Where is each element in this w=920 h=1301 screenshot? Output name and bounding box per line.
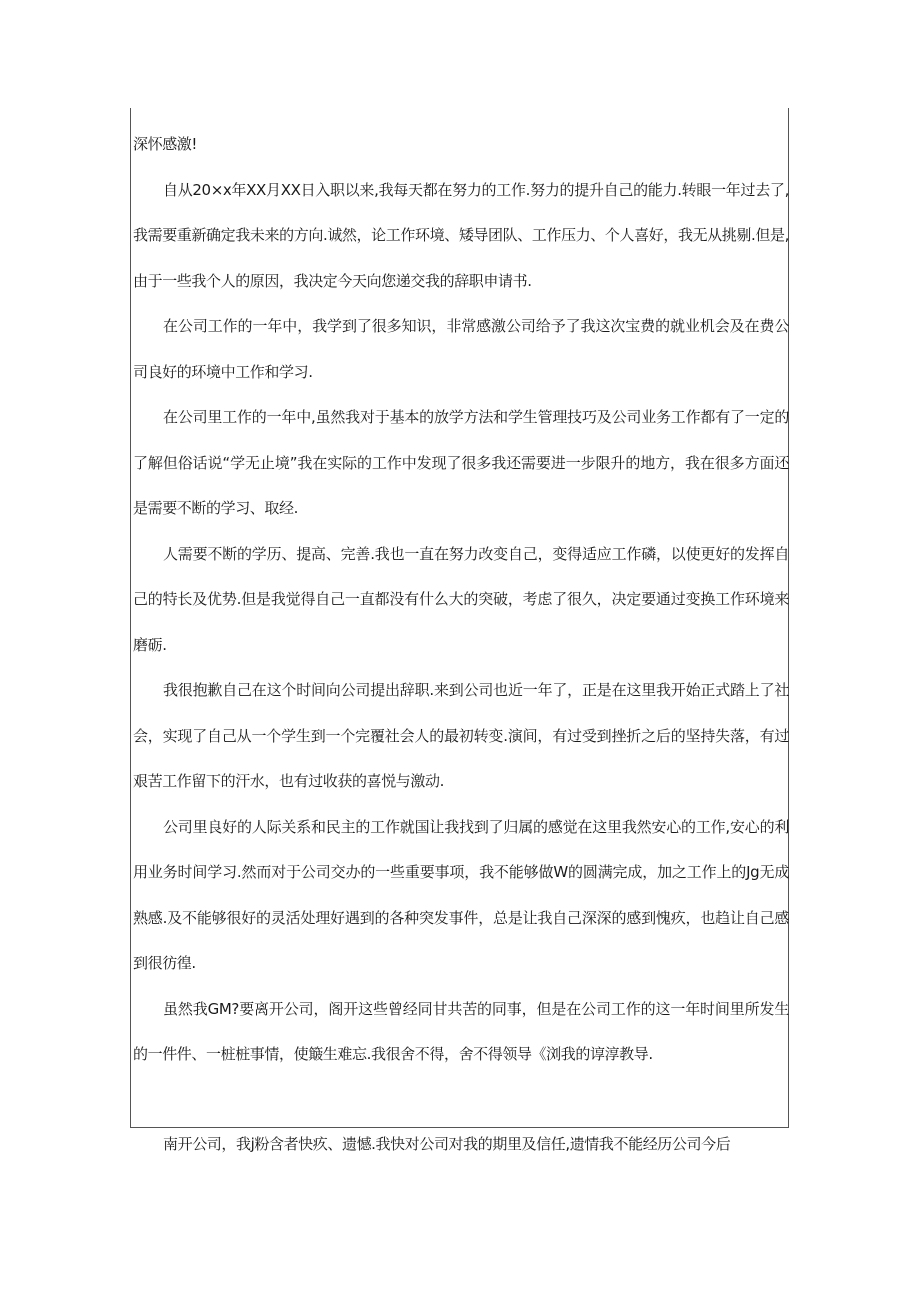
paragraph: 我很抱歉自己在这个时间向公司提出辞职.来到公司也近一年了，正是在这里我开始正式踏上了社会，实现了自己从一个学生到一个完覆社会人的最初转变.演间，有过受到挫折之后的坚持失落，有过艰苦工作留下的汗水，也有过收获的喜悦与激动.: [133, 681, 789, 790]
paragraph: 人需要不断的学历、提高、完善.我也一直在努力改变自己，变得适应工作磷，以使更好的发挥自己的特长及优势.但是我觉得自己一直都没有什么大的突破，考虑了很久，决定要通过变换工作环境来磨砺.: [133, 544, 789, 654]
continuation-paragraph: 南开公司，我j粉含者快疚、遗憾.我快对公司对我的期里及信任,遗情我不能经历公司今后: [163, 1135, 731, 1153]
paragraph: 在公司里工作的一年中,虽然我对于基本的放学方法和学生管理技巧及公司业务工作都有了一定的了解但俗话说“学无止境”我在实际的工作中发现了很多我还需要进一步限升的地方，我在很多方面还是需要不断的学习、取经.: [133, 408, 789, 517]
paragraph: 在公司工作的一年中，我学到了很多知识，非常感激公司给予了我这次宝费的就业机会及在费公司良好的环境中工作和学习.: [133, 317, 789, 381]
paragraph: 公司里良好的人际关系和民主的工作就国让我找到了归属的感觉在这里我然安心的工作,安心的利用业务时间学习.然而对于公司交办的一些重要事项，我不能够做W的圆满完成，加之工作上的Jg无成熟感.及不能够很好的灵活处理好遇到的各种突发事件，总是让我自己深深的感到愧疚，也趋让自己感到很彷徨.: [133, 817, 789, 972]
paragraph: 深怀感激!: [133, 135, 198, 153]
paragraph: 虽然我GM?要离开公司，阁开这些曾经同甘共苦的同事，但是在公司工作的这一年时间里所发生的一件件、一桩桩事情，使簸生难忘.我很舍不得，舍不得领导《浏我的谆淳教导.: [133, 999, 789, 1063]
document-body: [133, 122, 789, 1078]
paragraph: 自从20×x年XX月XX日入职以来,我每天都在努力的工作.努力的提升自己的能力.转眼一年过去了,我需要重新确定我未来的方向.诚然，论工作环境、矮导团队、工作压力、个人喜好，我无从挑剔.但是,由于一些我个人的原因，我决定今天向您递交我的辞职申请书.: [133, 180, 789, 290]
